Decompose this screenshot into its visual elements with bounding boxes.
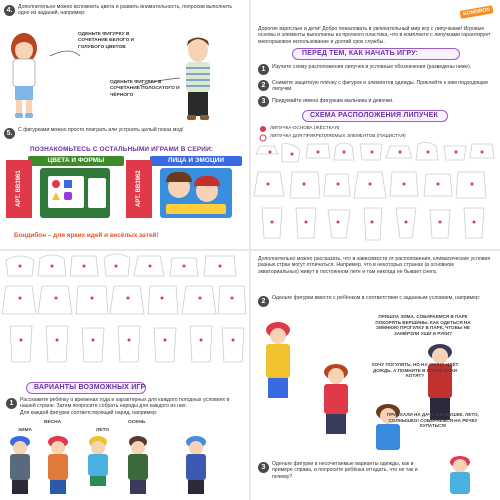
step-number: 5. (4, 128, 15, 139)
step3-text: Придумайте имена фигуркам мальчика и девочки. (272, 98, 394, 104)
clothing-outlines (0, 252, 248, 382)
bubble-rain: ХОЧУ ПОГУЛЯТЬ, НО НА УЛИЦЕ ИДЁТ ДОЖДЬ. А ПОМНИТЕ В ПАРКЕ ЛУЖИ КОТЯТ? (371, 362, 459, 379)
series-title: ПОЗНАКОМЬТЕСЬ С ОСТАЛЬНЫМИ ИГРАМИ В СЕРИИ: (30, 146, 214, 153)
season-autumn-label: ОСЕНЬ (128, 420, 146, 425)
variants-title: ВАРИАНТЫ ВОЗМОЖНЫХ ИГР (34, 384, 146, 391)
page-bottom-left: ВАРИАНТЫ ВОЗМОЖНЫХ ИГР 1 Расскажите ребёнку о временах года и характерных для каждого погодных условиях в нашей стране. Затем попросите собрать наряды для каждого из них: Для каждой фигурки соответствующий наряд, например: ВЕСНА ОСЕНЬ ЗИМА ЛЕТО (0, 252, 248, 500)
before-title: ПЕРЕД ТЕМ, КАК НАЧАТЬ ИГРУ: (302, 50, 419, 57)
callout-boy: ОДЕНЬТЕ ФИГУРКУ В СОЧЕТАНИЕ ПОЛОСАТОГО И ЧЁРНОГО (110, 80, 180, 98)
legend-soft: ЛИПУЧКА ДЛЯ ПРИКРЕПЛЯЕМЫХ ЭЛЕМЕНТОВ (ПУШИСТАЯ) (270, 133, 406, 138)
bubble-winter: ПРИШЛА ЗИМА. СОБИРАЕМСЯ В ПАРК ПОКОРЯТЬ ВЕРШИНЫ. КАК ОДЕТЬСЯ НА ЗИМНЮЮ ПРОГУЛКУ В ПАРК, ЧТОБЫ НЕ ЗАМЁРЗЛИ УШИ И РУКИ? (375, 314, 471, 336)
game2-art: АРТ. ВВ3962 (126, 160, 152, 218)
intro-text: Дорогие взрослые и дети! Добро пожаловать в увлекательный мир игр с липучками! Игровые основы и элементы выполнены из прочного пластика, что в комплекте с липучками гарантирует многоразовое использование и долгий срок службы. (258, 26, 491, 45)
page-fold-horizontal (0, 249, 500, 251)
step-number: 4. (4, 5, 15, 16)
boy-figure (186, 38, 210, 121)
callout-girl: ОДЕНЬТЕ ФИГУРКУ В СОЧЕТАНИЕ БЕЛОГО И ГОЛУБОГО ЦВЕТОВ (78, 32, 135, 50)
variant1-text: Расскажите ребёнку о временах года и характерных для каждого погодных условиях в нашей стране. Затем попросите собрать наряды для каждого из них: (20, 397, 230, 410)
velcro-scheme-outlines (252, 142, 500, 248)
step1-text: Изучите схему расположения липучек и условные обозначения (разведены ниже). (272, 64, 472, 70)
step2-text: Снимите защитную плёнку с фигурок и элементов одежды. Приклейте к ним подходящие липучки. (272, 80, 489, 93)
game1-box (40, 168, 110, 218)
season-winter-label: ЗИМА (18, 428, 32, 433)
mismatch-figure (430, 452, 496, 498)
page-top-right: BONDIBON Дорогие взрослые и дети! Добро пожаловать в увлекательный мир игр с липучками! Игровые основы и элементы выполнены из прочного пластика, что в комплекте с липучками гарантирует многоразовое использование и долгий срок службы. ПЕРЕД ТЕМ, КАК НАЧАТЬ ИГРУ: 1 Изучите схему расположения липучек и условные обозначения (разведены ниже). 2 Снимите защитную плёнку с фигурок и элементов одежды. Приклейте к ним подходящие липучки. 3 Придумайте имена фигуркам мальчика и девочки. СХЕМА РАСПОЛОЖЕНИЯ ЛИПУЧЕК ЛИПУЧКА-ОСНОВА (ЖЁСТКАЯ) ЛИПУЧКА ДЛЯ ПРИКРЕПЛЯЕМЫХ ЭЛЕМЕНТОВ (ПУШИСТАЯ) (252, 0, 500, 248)
page-bottom-right: Дополнительно можно рассказать, что в зависимости от расположения, климатические условия разных стран могут отличаться. Например, что в некоторых странах (в основном экваториальных) живут в постоянном лете и там никогда не бывает снега. 2 Оденьте фигурки вместе с ребёнком в соответствии с заданным условием, например: ПРИШЛА ЗИМА. СОБИРАЕМСЯ В ПАРК ПОКОРЯТЬ ВЕРШИНЫ. КАК ОДЕТЬСЯ НА ЗИМНЮЮ ПРОГУЛКУ В ПАРК, ЧТОБЫ НЕ ЗАМЁРЗЛИ УШИ И РУКИ? ХОЧУ ПОГУЛЯТЬ, НО НА УЛИЦЕ ИДЁТ ДОЖДЬ. А ПОМНИТЕ В ПАРКЕ ЛУЖИ КОТЯТ? ПРИЕХАЛИ НА ДАЧУ К БАБУШКЕ. ЛЕТО, СОЛНЫШКО! СОБИРАЕМСЯ НА РЕЧКУ КУПАТЬСЯ! 3 Оденьте фигурки в несочетаемые варианты одежды, как в примере справа, и попросите ребёнка отгадать, что не так и почему? (252, 252, 500, 500)
step5-text: С фигурками можно просто поиграть или устроить целый показ мод! (18, 127, 184, 133)
climate-intro: Дополнительно можно рассказать, что в зависимости от расположения, климатические условия разных стран могут отличаться. Например, что в некоторых странах (в основном экваториальных) живут в постоянном лете и там никогда не бывает снега. (258, 256, 491, 275)
step3-text: Оденьте фигурки в несочетаемые варианты одежды, как в примере справа, и попросите ребёнка отгадать, что не так и почему? (272, 461, 418, 480)
season-spring-label: ВЕСНА (44, 420, 62, 425)
game1-title: ЦВЕТА И ФОРМЫ (47, 157, 105, 164)
game1-banner (28, 156, 124, 166)
scheme-title: СХЕМА РАСПОЛОЖЕНИЯ ЛИПУЧЕК (310, 112, 438, 119)
game1-art: АРТ. ВВ3961 (6, 160, 32, 218)
season-figures (0, 428, 248, 500)
page-top-left (0, 0, 248, 248)
girl-figure (11, 33, 37, 118)
step4-text: Дополнительно можно вспомнить цвета и развить внимательность, попросив выполнить одно из заданий, например: (18, 4, 233, 17)
game2-banner (150, 156, 242, 166)
step2-text: Оденьте фигурки вместе с ребёнком в соответствии с заданным условием, например: (272, 295, 481, 301)
game2-title: ЛИЦА И ЭМОЦИИ (167, 157, 225, 164)
variant1b-text: Для каждой фигурки соответствующий наряд, например: (20, 410, 158, 416)
season-summer-label: ЛЕТО (96, 428, 110, 433)
legend-hard: ЛИПУЧКА-ОСНОВА (ЖЁСТКАЯ) (270, 125, 340, 130)
game2-box (160, 168, 232, 218)
velcro-legend-icons (258, 125, 270, 143)
bondibon-logo: BONDIBON (460, 5, 494, 19)
slogan: Бондибон – для ярких идей и весёлых затей! (14, 232, 159, 239)
bubble-summer: ПРИЕХАЛИ НА ДАЧУ К БАБУШКЕ. ЛЕТО, СОЛНЫШКО! СОБИРАЕМСЯ НА РЕЧКУ КУПАТЬСЯ! (387, 412, 479, 429)
